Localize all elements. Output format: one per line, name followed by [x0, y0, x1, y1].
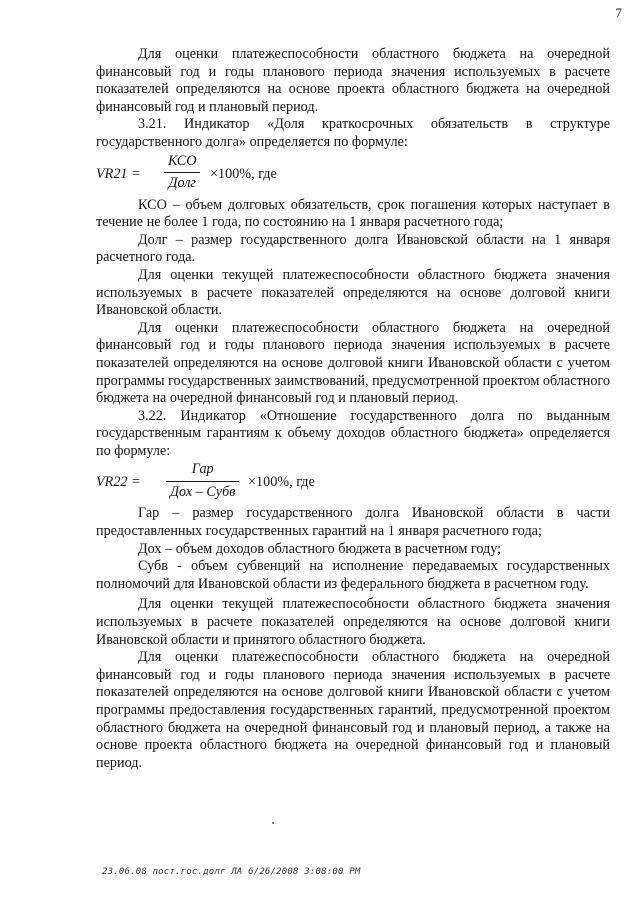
fraction-bar — [164, 172, 200, 173]
formula-vr22-numerator: Гар — [191, 461, 214, 478]
formula-vr22-denominator: Дох – Субв — [170, 484, 236, 501]
formula-vr22-fraction — [166, 461, 239, 501]
paragraph-current-solvency: Для оценки текущей платежеспособности областного бюджета значения используемых в расчете показателей определяются на основе долговой книги Ивановской области. — [96, 266, 610, 319]
page-number: 7 — [615, 5, 622, 20]
formula-vr22-rhs: ×100%, где — [248, 474, 315, 491]
formula-vr21-rhs: ×100%, где — [210, 165, 277, 182]
scan-speck — [272, 822, 274, 824]
paragraph-dolg-definition: Долг – размер государственного долга Ивановской области на 1 января расчетного года. — [96, 231, 610, 266]
paragraph-subv-definition: Субв - объем субвенций на исполнение передаваемых государственных полномочий для Ивановской области из федерального бюджета в расчетном году. — [96, 558, 610, 592]
formula-vr21-lhs: VR21 = — [96, 165, 141, 182]
paragraph-doh-definition: Дох – объем доходов областного бюджета в расчетном году; — [138, 540, 502, 557]
formula-vr21-numerator: КСО — [168, 152, 197, 169]
formula-vr22-lhs: VR22 = — [96, 474, 141, 491]
paragraph-planned-solvency: Для оценки платежеспособности областного бюджета на очередной финансовый год и годы планового периода значения используемых в расчете показателей определяются на основе долговой книги Ивановской области с учетом программы государственных заимствований, предусмотренной проектом областного бюджета на очередной финансовый год и плановый период. — [96, 319, 610, 407]
formula-vr21-denominator: Долг — [168, 175, 196, 192]
paragraph-3-22: 3.22. Индикатор «Отношение государственного долга по выданным государственным гарантиям к объему доходов областного бюджета» определяется по формуле: — [96, 407, 610, 459]
document-footer: 23.06.08 пост.гос.долг ЛА 6/26/2008 3:08:00 PM — [102, 867, 361, 877]
paragraph-gar-definition: Гар – размер государственного долга Ивановской области в части предоставленных государственных гарантий на 1 января расчетного года; — [96, 505, 610, 540]
document-body — [96, 46, 610, 772]
paragraph-planned-solvency-2: Для оценки платежеспособности областного бюджета на очередной финансовый год и годы планового периода значения используемых в расчете показателей определяются на основе долговой книги Ивановской области с учетом программы предоставления государственных гарантий, предусмотренной проектом областного бюджета на очередной финансовый год и плановый период, а также на основе проекта областного бюджета на очередной финансовый год и плановый период. — [96, 649, 610, 771]
formula-vr21-fraction — [164, 153, 200, 193]
paragraph-kso-definition: КСО – объем долговых обязательств, срок погашения которых наступает в течение не более 1 года, по состоянию на 1 января расчетного года; — [96, 196, 610, 231]
fraction-bar — [166, 481, 239, 482]
paragraph-current-solvency-2: Для оценки текущей платежеспособности областного бюджета значения используемых в расчете показателей определяются на основе долговой книги Ивановской области и принятого областного бюджета. — [96, 596, 610, 648]
formula-vr21 — [96, 153, 610, 197]
paragraph-3-21: 3.21. Индикатор «Доля краткосрочных обязательств в структуре государственного долга» определяется по формуле: — [96, 116, 610, 150]
paragraph-1: Для оценки платежеспособности областного бюджета на очередной финансовый год и годы планового периода значения используемых в расчете показателей определяются на основе проекта областного бюджета на очередной финансовый год и плановый период. — [96, 46, 610, 115]
formula-vr22 — [96, 461, 610, 505]
